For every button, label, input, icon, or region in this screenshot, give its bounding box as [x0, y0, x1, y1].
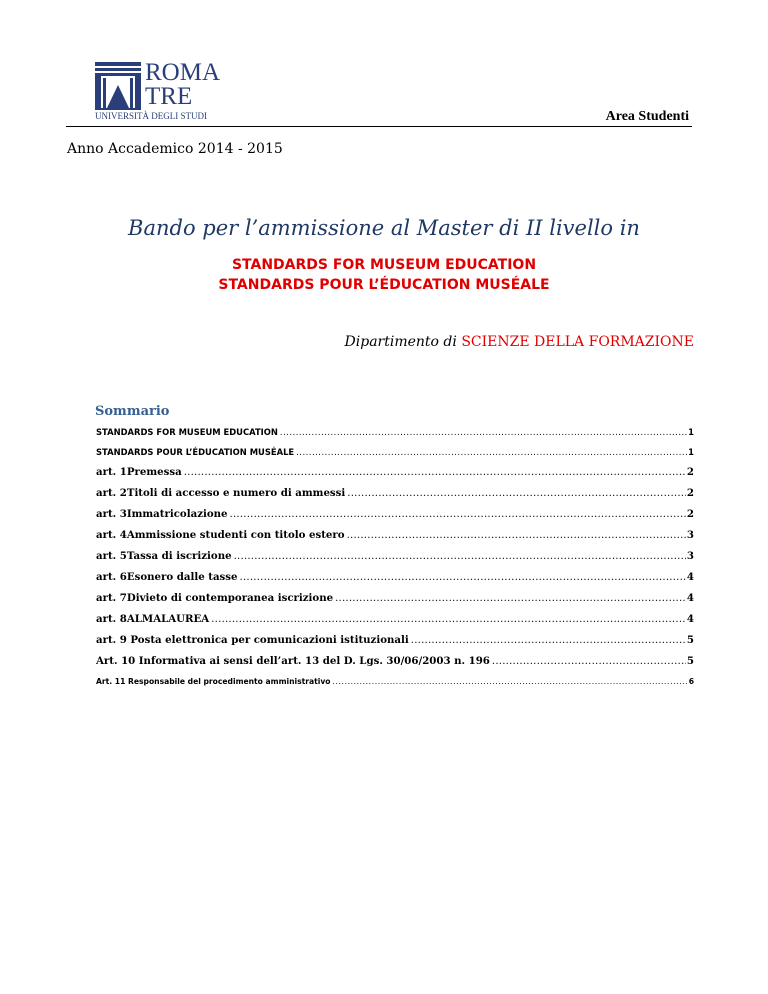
- logo-text-tre: TRE: [145, 83, 193, 110]
- toc-entry[interactable]: [96, 630, 694, 651]
- toc-leader: [296, 442, 687, 462]
- toc-leader: [211, 609, 686, 630]
- toc-page-number: 4: [686, 571, 694, 583]
- toc-article-number: art. 2: [96, 487, 127, 499]
- toc-entry[interactable]: [96, 504, 694, 525]
- toc-entry-text: STANDARDS POUR L’ÉDUCATION MUSÉALE: [96, 447, 295, 457]
- toc-page-number: 2: [686, 508, 694, 520]
- toc-entry-text: Premessa: [126, 466, 182, 478]
- toc-page-number: 1: [688, 447, 694, 457]
- toc-entry-text: Art. 10 Informativa ai sensi dell’art. 13 del D. Lgs. 30/06/2003 n. 196: [96, 655, 490, 667]
- toc-entry-text: Divieto di contemporanea iscrizione: [126, 592, 334, 604]
- toc-leader: [411, 630, 686, 651]
- toc-article-number: art. 5: [96, 550, 127, 562]
- toc-leader: [347, 525, 686, 546]
- toc-entry[interactable]: [96, 588, 694, 609]
- toc-leader: [333, 672, 688, 692]
- toc-entry[interactable]: [96, 672, 694, 692]
- toc-entry[interactable]: [96, 651, 694, 672]
- department-label: Dipartimento di: [344, 334, 457, 350]
- toc-leader: [335, 588, 686, 609]
- toc-leader: [347, 483, 686, 504]
- toc-entry-text: Ammissione studenti con titolo estero: [126, 529, 345, 541]
- toc-entry[interactable]: [96, 567, 694, 588]
- toc-entry-text: ALMALAUREA: [126, 613, 210, 625]
- master-name-english: STANDARDS FOR MUSEUM EDUCATION: [231, 257, 537, 273]
- toc-article-number: art. 1: [96, 466, 127, 478]
- header-divider: [66, 126, 692, 127]
- area-studenti-label: Area Studenti: [605, 109, 689, 124]
- toc-page-number: 5: [686, 634, 694, 646]
- toc-article-number: art. 3: [96, 508, 127, 520]
- toc-page-number: 4: [686, 592, 694, 604]
- toc-leader: [234, 546, 686, 567]
- toc-leader: [280, 422, 687, 442]
- toc-entry-text: STANDARDS FOR MUSEUM EDUCATION: [96, 427, 278, 437]
- toc-page-number: 1: [688, 427, 694, 437]
- document-title: Bando per l’ammissione al Master di II livello in: [128, 216, 640, 240]
- toc-entry-text: Art. 11 Responsabile del procedimento amministrativo: [96, 677, 331, 686]
- toc-entry-text: art. 9 Posta elettronica per comunicazioni istituzionali: [96, 634, 409, 646]
- logo-text-university: UNIVERSITÀ DEGLI STUDI: [95, 111, 207, 121]
- toc-article-number: art. 8: [96, 613, 127, 625]
- toc-entry-text: Tassa di iscrizione: [126, 550, 232, 562]
- university-emblem-icon: [95, 62, 141, 110]
- toc-entry[interactable]: [96, 525, 694, 546]
- toc-page-number: 2: [686, 466, 694, 478]
- toc-page-number: 2: [686, 487, 694, 499]
- toc-entry[interactable]: [96, 442, 694, 462]
- toc-article-number: art. 7: [96, 592, 127, 604]
- toc-article-number: art. 6: [96, 571, 127, 583]
- toc-article-number: art. 4: [96, 529, 127, 541]
- toc-entry[interactable]: [96, 546, 694, 567]
- toc-leader: [184, 462, 686, 483]
- toc-leader: [240, 567, 686, 588]
- department-name: SCIENZE DELLA FORMAZIONE: [461, 334, 694, 350]
- toc-entry-text: Esonero dalle tasse: [126, 571, 238, 583]
- toc-page-number: 3: [686, 529, 694, 541]
- roma-tre-logo: [95, 59, 221, 122]
- toc-entry[interactable]: [96, 422, 694, 442]
- toc-page-number: 6: [688, 677, 694, 686]
- toc-entry-text: Titoli di accesso e numero di ammessi: [126, 487, 346, 499]
- toc-entry[interactable]: [96, 483, 694, 504]
- academic-year: Anno Accademico 2014 - 2015: [67, 141, 283, 157]
- toc-leader: [492, 651, 686, 672]
- toc-page-number: 4: [686, 613, 694, 625]
- department-line: [345, 334, 694, 350]
- toc-leader: [230, 504, 686, 525]
- toc-page-number: 3: [686, 550, 694, 562]
- toc-page-number: 5: [686, 655, 694, 667]
- toc-entry[interactable]: [96, 462, 694, 483]
- toc-heading: Sommario: [95, 404, 170, 419]
- toc-entry-text: Immatricolazione: [126, 508, 228, 520]
- logo-text-roma: ROMA: [145, 59, 221, 86]
- table-of-contents: [96, 422, 694, 692]
- master-name-french: STANDARDS POUR L’ÉDUCATION MUSÉALE: [218, 277, 550, 293]
- toc-entry[interactable]: [96, 609, 694, 630]
